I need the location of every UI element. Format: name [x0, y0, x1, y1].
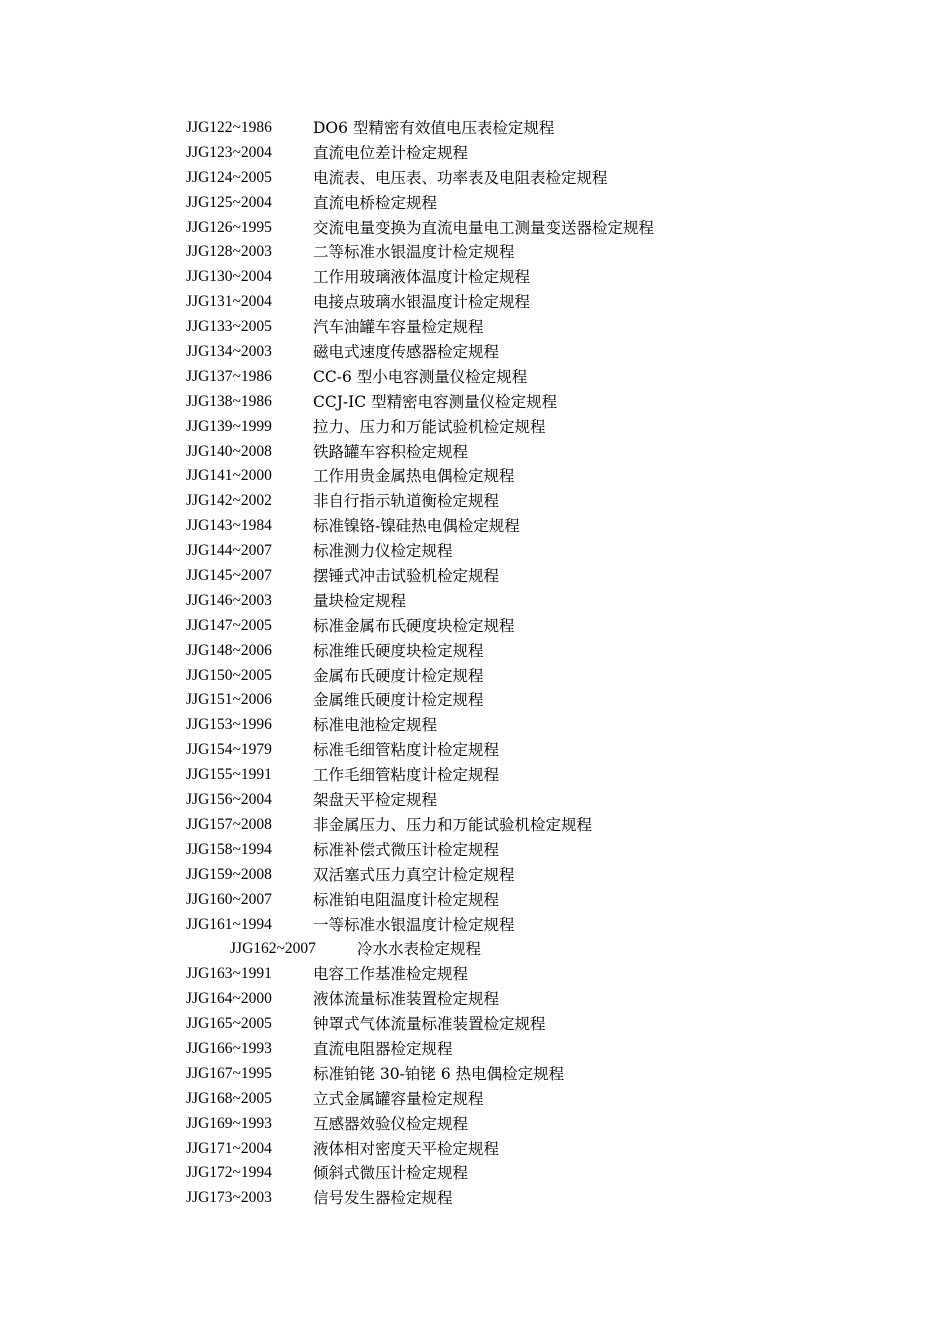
standard-title: CC-6 型小电容测量仪检定规程 [313, 367, 528, 386]
list-item [186, 265, 886, 290]
standard-code: JJG165~2005 [186, 1015, 272, 1033]
standard-title: 标准维氏硬度块检定规程 [313, 641, 484, 660]
standard-title: 工作用玻璃液体温度计检定规程 [313, 268, 531, 287]
standard-code: JJG123~2004 [186, 143, 272, 161]
list-item [186, 639, 886, 664]
list-item [186, 290, 886, 315]
standard-code: JJG167~1995 [186, 1064, 272, 1082]
standard-title: CCJ-IC 型精密电容测量仪检定规程 [313, 392, 558, 411]
list-item [186, 166, 886, 191]
standard-code: JJG156~2004 [186, 791, 272, 809]
standard-code: JJG128~2003 [186, 243, 272, 261]
standard-code: JJG160~2007 [186, 890, 272, 908]
standard-title: 电流表、电压表、功率表及电阻表检定规程 [313, 168, 608, 187]
standard-title: 汽车油罐车容量检定规程 [313, 318, 484, 337]
standard-title: 量块检定规程 [313, 591, 407, 610]
standard-title: 铁路罐车容积检定规程 [313, 442, 469, 461]
list-item [186, 390, 886, 415]
standard-code: JJG139~1999 [186, 417, 272, 435]
list-item [186, 440, 886, 465]
standard-title: 磁电式速度传感器检定规程 [313, 343, 500, 362]
standard-code: JJG131~2004 [186, 293, 272, 311]
standard-code: JJG142~2002 [186, 492, 272, 510]
list-item [186, 464, 886, 489]
list-item [186, 589, 886, 614]
list-item [186, 987, 886, 1012]
standard-code: JJG171~2004 [186, 1139, 272, 1157]
standard-title: 一等标准水银温度计检定规程 [313, 915, 515, 934]
standard-title: 标准电池检定规程 [313, 716, 438, 735]
standard-title: 直流电桥检定规程 [313, 193, 438, 212]
list-item [186, 539, 886, 564]
list-item [186, 913, 886, 938]
standard-title: 双活塞式压力真空计检定规程 [313, 865, 515, 884]
standard-code: JJG159~2008 [186, 865, 272, 883]
standard-title: 液体流量标准装置检定规程 [313, 990, 500, 1009]
standard-title: 拉力、压力和万能试验机检定规程 [313, 417, 546, 436]
list-item [186, 564, 886, 589]
list-item [186, 688, 886, 713]
standard-title: 工作用贵金属热电偶检定规程 [313, 467, 515, 486]
standard-code: JJG148~2006 [186, 641, 272, 659]
list-item [186, 713, 886, 738]
list-item [186, 962, 886, 987]
standard-title: 二等标准水银温度计检定规程 [313, 243, 515, 262]
standard-title: 液体相对密度天平检定规程 [313, 1139, 500, 1158]
standard-title: 信号发生器检定规程 [313, 1189, 453, 1208]
standard-title: 直流电阻器检定规程 [313, 1039, 453, 1058]
list-item [186, 863, 886, 888]
list-item [186, 738, 886, 763]
list-item [186, 141, 886, 166]
standard-code: JJG154~1979 [186, 741, 272, 759]
standard-code: JJG130~2004 [186, 268, 272, 286]
standard-title: 标准金属布氏硬度块检定规程 [313, 616, 515, 635]
standard-code: JJG140~2008 [186, 442, 272, 460]
list-item [186, 888, 886, 913]
standard-title: 标准补偿式微压计检定规程 [313, 840, 500, 859]
standard-code: JJG166~1993 [186, 1039, 272, 1057]
standard-code: JJG141~2000 [186, 467, 272, 485]
list-item [186, 315, 886, 340]
list-item [186, 937, 886, 962]
standard-code: JJG122~1986 [186, 119, 272, 136]
standard-code: JJG169~1993 [186, 1114, 272, 1132]
standard-title: 非自行指示轨道衡检定规程 [313, 492, 500, 511]
standard-code: JJG161~1994 [186, 915, 272, 933]
list-item [186, 116, 886, 141]
list-item [186, 614, 886, 639]
standard-code: JJG125~2004 [186, 193, 272, 211]
list-item [186, 240, 886, 265]
list-item [186, 664, 886, 689]
standard-title: 冷水水表检定规程 [357, 940, 482, 959]
standard-title: 电接点玻璃水银温度计检定规程 [313, 293, 531, 312]
standard-code: JJG168~2005 [186, 1089, 272, 1107]
list-item [186, 1186, 886, 1211]
standard-code: JJG153~1996 [186, 716, 272, 734]
standard-code: JJG124~2005 [186, 168, 272, 186]
standard-title: 标准测力仪检定规程 [313, 542, 453, 561]
standard-code: JJG137~1986 [186, 367, 272, 385]
standard-code: JJG150~2005 [186, 666, 272, 684]
standard-title: 电容工作基准检定规程 [313, 965, 469, 984]
standard-title: 互感器效验仪检定规程 [313, 1114, 469, 1133]
standard-title: 标准镍铬-镍硅热电偶检定规程 [313, 517, 520, 536]
standard-title: 摆锤式冲击试验机检定规程 [313, 567, 500, 586]
standard-code: JJG145~2007 [186, 567, 272, 585]
standard-title: 架盘天平检定规程 [313, 791, 438, 810]
standard-title: 直流电位差计检定规程 [313, 143, 469, 162]
list-item [186, 1062, 886, 1087]
standard-title: 金属布氏硬度计检定规程 [313, 666, 484, 685]
standard-code: JJG133~2005 [186, 318, 272, 336]
list-item [186, 216, 886, 241]
standard-code: JJG158~1994 [186, 840, 272, 858]
standard-code: JJG155~1991 [186, 766, 272, 784]
list-item [186, 415, 886, 440]
standard-title: 交流电量变换为直流电量电工测量变送器检定规程 [313, 218, 655, 237]
list-item [186, 1137, 886, 1162]
standard-title: 钟罩式气体流量标准装置检定规程 [313, 1015, 546, 1034]
standard-title: DO6 型精密有效值电压表检定规程 [313, 119, 555, 137]
list-item [186, 1037, 886, 1062]
standard-code: JJG126~1995 [186, 218, 272, 236]
list-item [186, 1161, 886, 1186]
list-item [186, 1112, 886, 1137]
standard-code: JJG163~1991 [186, 965, 272, 983]
standard-title: 标准铂电阻温度计检定规程 [313, 890, 500, 909]
list-item [186, 1087, 886, 1112]
standard-code: JJG151~2006 [186, 691, 272, 709]
list-item [186, 489, 886, 514]
list-item [186, 365, 886, 390]
standard-title: 立式金属罐容量检定规程 [313, 1089, 484, 1108]
standard-title: 金属维氏硬度计检定规程 [313, 691, 484, 710]
standard-code: JJG173~2003 [186, 1189, 272, 1207]
list-item [186, 813, 886, 838]
list-item [186, 1012, 886, 1037]
standard-code: JJG134~2003 [186, 343, 272, 361]
standard-title: 标准毛细管粘度计检定规程 [313, 741, 500, 760]
standard-code: JJG164~2000 [186, 990, 272, 1008]
standard-code: JJG144~2007 [186, 542, 272, 560]
list-item [186, 788, 886, 813]
standard-code: JJG147~2005 [186, 616, 272, 634]
standard-title: 非金属压力、压力和万能试验机检定规程 [313, 815, 593, 834]
list-item [186, 191, 886, 216]
standard-title: 倾斜式微压计检定规程 [313, 1164, 469, 1183]
list-item [186, 340, 886, 365]
standard-code: JJG138~1986 [186, 392, 272, 410]
standard-code: JJG162~2007 [230, 940, 316, 958]
list-item [186, 838, 886, 863]
standard-code: JJG157~2008 [186, 815, 272, 833]
standard-title: 工作毛细管粘度计检定规程 [313, 766, 500, 785]
standard-title: 标准铂铑 30-铂铑 6 热电偶检定规程 [313, 1064, 565, 1083]
standard-code: JJG143~1984 [186, 517, 272, 535]
standards-list [186, 116, 886, 1211]
list-item [186, 763, 886, 788]
standard-code: JJG172~1994 [186, 1164, 272, 1182]
list-item [186, 514, 886, 539]
standard-code: JJG146~2003 [186, 591, 272, 609]
